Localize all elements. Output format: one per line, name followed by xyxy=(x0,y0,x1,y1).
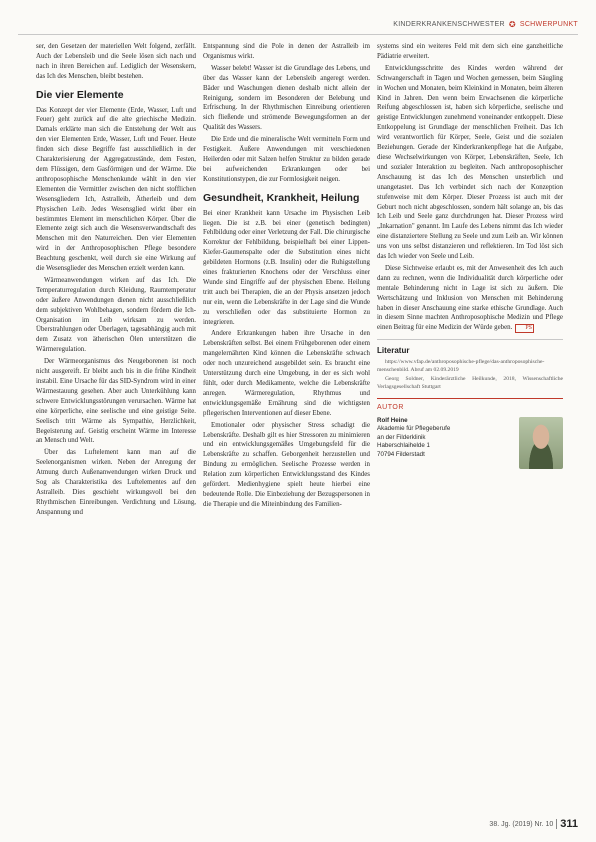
author-row xyxy=(377,417,563,469)
paragraph: Wärmeanwendungen wirken auf das Ich. Die Temperaturregulation durch Kleidung, Raumtemperatur oder äußere Anwendungen dienen nicht ausschließlich dem subjektiven Wohlbehagen, sondern fördern die Ich-Organisation im Leib wirksam zu werden. Überstrahlungen oder Überlagen, tagesabhängig auch mit dem Zusatz von ätherischen Ölen unterstützen die Wärmeregulation. xyxy=(36,276,196,354)
page-number: 311 xyxy=(560,818,578,830)
paragraph: Andere Erkrankungen haben ihre Ursache in den Lebenskräften selbst. Bei einem Frühgeborenen oder einem mangelernährten Kind können die Lebenskräfte schwach oder noch unzureichend ausgebildet sein. Es braucht eine Unterstützung durch eine Umgebung, in der es sich wohl fühlt, oder durch Medikamente, welche die Lebenskräfte anregen. Wärmeregulation, Rhythmus und entwicklungsgemäße Ernährung sind die wichtigsten pflegerischen Interventionen auf dieser Ebene. xyxy=(203,330,370,417)
end-mark-icon: PS xyxy=(515,324,534,333)
author-photo xyxy=(519,417,563,469)
paragraph: Das Konzept der vier Elemente (Erde, Wasser, Luft und Feuer) geht zurück auf die alte griechische Medizin. Damals erklärte man sich die Entstehung der Welt aus den vier Elementen Erde, Wasser, Luft und Feuer. Heute finden sich diese Begriffe fast ausschließlich in der Charakterisierung der Aggregatzustände, dem Festen, dem Flüssigen, dem Gasförmigen und der Wärme. Die anthroposophische Menschenkunde wählt in den vier Elementen die Vermittler zwischen den nicht stofflichen Wesensgliedern Ich, Astralleib, Ätherleib und dem Physischen Leib. Jedes Wesensglied wirkt über ein bestimmtes Element im menschlichen Körper. Über die Elemente zeigt sich auch die Wesensverwandtschaft des Menschen mit den Naturreichen. Den vier Elementen wird in der Anthroposophischen Pflege besondere Beachtung geschenkt, weil durch sie eine Wirkung auf die Wesensglieder des Menschen erzielt werden kann. xyxy=(36,106,196,273)
paragraph: Emotionaler oder physischer Stress schadigt die Lebenskräfte. Deshalb gilt es hier Stressoren zu minimieren und ein entwicklungsgemäßes Umgebungsfeld für die Lebenskräfte zu schaffen. Geborgenheit herzustellen und Bindung zu ermöglichen. Seelische Prozesse werden in Relation zum körperlichen Entwicklungsstand des Kindes gefördert. Medienhygiene spielt heute hierbei eine bedeutende Rolle. Die Einbeziehung der Bezugspersonen in die Therapie und die Miteinbindung des Familien- xyxy=(203,421,370,508)
author-affiliation: an der Filderklinik xyxy=(377,433,426,441)
section-heading-elements: Die vier Elemente xyxy=(36,88,124,101)
divider xyxy=(377,339,563,340)
author-details xyxy=(377,417,513,469)
literature-ref: Georg Soldner, Kinderärztliche Heilkunde, 2018, Wissenschaftliche Verlagsgesellschaft Stuttgart xyxy=(377,376,563,391)
author-name: Rolf Heine xyxy=(377,416,408,424)
page-footer xyxy=(489,818,578,830)
paragraph: Wasser belebt! Wasser ist die Grundlage des Lebens, und über das Wasser kann der Lebensleib angeregt werden. Bäder und Waschungen dienen deshalb nicht allein der Reinigung, sondern im Besonderen der Belebung und Erfrischung. In der Rhythmischen Einreibung orientieren sich fließende und strömende Bewegungsformen an der Qualität des Wassers. xyxy=(203,64,370,132)
paragraph: Entwicklungsschritte des Kindes werden während der Schwangerschaft in Tagen und Wochen gemessen, beim Säugling in Wochen und Monaten, beim Kleinkind in Monaten, beim älteren Kind in Jahren. Den wenn beim Erwachsenen die körperliche Reifung abgeschlossen ist, haben sich körperliche, seelische und geistige Entwicklungen zunehmend voneinander entkoppelt. Diese Entkoppelung ist Grundlage der menschlichen Freiheit. Das Ich wird verantwortlich für Körper, Seele, Geist und die sozialen Beziehungen. Gerade der Kinderkrankenpflege hat die Aufgabe, diese Wechselwirkungen von Körper, Lebenskräften, Seele, Ich und sozialer Interaktion zu begleiten. Nach anthroposophischer Anschauung ist das Ich des Menschen unsterblich und unangetastet. Das Ich verbindet sich nach der Konzeption stufenweise mit dem Körper. Dieser Prozess ist auch mit der Geburt noch nicht abgeschlossen, sondern hält solange an, bis das Ich Leib und Seele ganz durchdrungen hat. Dieser Prozess wird „Inkarnation" genannt. Im Laufe des Lebens nimmt das Ich wieder eine distanziertere Stellung zu Seele und zum Leib an. Wir können uns von uns selbst distanzieren und reflektieren. Im Tod löst sich das Ich wieder von Seele und Leib. xyxy=(377,64,563,261)
text-column-3 xyxy=(377,42,563,822)
paragraph: systems sind ein weiteres Feld mit dem sich eine ganzheitliche Pädiatrie erweitert. xyxy=(377,43,563,60)
paragraph-final xyxy=(377,264,563,333)
section-heading-health: Gesundheit, Krankheit, Heilung xyxy=(203,191,360,204)
literature-ref[interactable]: https://www.vfap.de/anthroposophische-pflege/das-anthroposophische-menschenbild. Abruf am 02.09.2019 xyxy=(377,359,545,373)
paragraph: Die Erde und die mineralische Welt vermitteln Form und Festigkeit. Äußere Anwendungen mit verschiedenen Heilerden oder mit Salzen helfen Struktur zu bilden gerade bei aufweichenden Erkrankungen oder bei Konstitutionstypen, die zur Formlosigkeit neigen. xyxy=(203,136,370,183)
author-box xyxy=(377,398,563,469)
paragraph: Über das Luftelement kann man auf die Seelenorganismen wirken. Neben der Anregung der Atmung durch Außenanwendungen wirken Druck und Sog als Charakteristika des Luftelementes auf den Astralleib. Dies geschieht wirkungsvoll bei den Rhythmischen Einreibungen. Verdichtung und Lösung, Anspannung und xyxy=(36,449,196,516)
paragraph-text: Diese Sichtweise erlaubt es, mit der Anwesenheit des Ich auch dann zu rechnen, wenn die Individualität durch körperliche oder mentale Behinderung nicht in Lage ist sich zu äußern. Die Wertschätzung und Inklusion von Menschen mit Behinderung haben in dieser Anschauung eine starke ethische Grundlage. Auch in diesem Sinne machten Anthroposophische Medizin und Pflege einen Beitrag für eine Medizin der Würde geben. xyxy=(377,264,563,332)
issue-info: 38. Jg. (2019) Nr. 10 xyxy=(489,820,554,828)
paragraph: Bei einer Krankheit kann Ursache im Physischen Leib liegen. Die ist z.B. bei einer (genetisch bedingten) Fehlbildung oder einer Verletzung der Fall. Die chirurgische Korrektur der Fehlbildung, beispielhaft bei einer Lippen-Kiefer-Gaumenspalte oder die Substitution eines nicht gebildeten Hormons (z.B. Insulin) oder die Ruhigstellung eines frakturierten Knochens oder der Verschluss einer Wunde sind Eingriffe auf der physischen Ebene. Heilung tritt auch bei Therapien, die an der Physis ansetzen jedoch nur ein, wenn die Lebenskräfte in der Lage sind die Wunde zu verschließen oder das substituierte Hormon zu integrieren. xyxy=(203,209,370,326)
author-label: AUTOR xyxy=(377,403,404,411)
literature-heading: Literatur xyxy=(377,346,410,356)
author-affiliation: Akademie für Pflegeberufe xyxy=(377,425,451,433)
paragraph: Der Wärmeorganismus des Neugeborenen ist noch nicht ausgereift. Er bleibt auch bis in die frühe Kindheit instabil. Eine Ursache für das SID-Syndrom wird in einer Wärmestauung gesehen. Aber auch Unterkühlung kann schwere Entwicklungsstörungen verursachen. Wärme hat eine körperliche, eine seelische und eine geistige Seite. Seelisch tritt Wärme als Sympathie, Herzlichkeit, Begeisterung auf. Geistig erscheint Wärme im Interesse an Mensch und Welt. xyxy=(36,358,196,445)
text-column-2 xyxy=(203,42,370,822)
paragraph: Entspannung sind die Pole in denen der Astralleib im Organismus wirkt. xyxy=(203,43,370,60)
footer-divider xyxy=(556,819,557,829)
paragraph: ser, den Gesetzen der materiellen Welt folgend, zerfällt. Auch der Lebensleib und die Seele lösen sich nach und nach in ihren Bereichen auf. Lediglich der Wesenskern, das Ich des Menschen, bleibt bestehen. xyxy=(36,43,196,80)
page-header xyxy=(18,14,578,35)
magazine-logo-icon: ✪ xyxy=(508,19,516,29)
author-address: Haberschlaihelde 1 xyxy=(377,442,430,450)
magazine-name: KINDERKRANKENSCHWESTER xyxy=(393,20,505,28)
text-column-1 xyxy=(36,42,196,822)
section-name: SCHWERPUNKT xyxy=(519,20,578,28)
author-address: 70794 Filderstadt xyxy=(377,450,425,458)
